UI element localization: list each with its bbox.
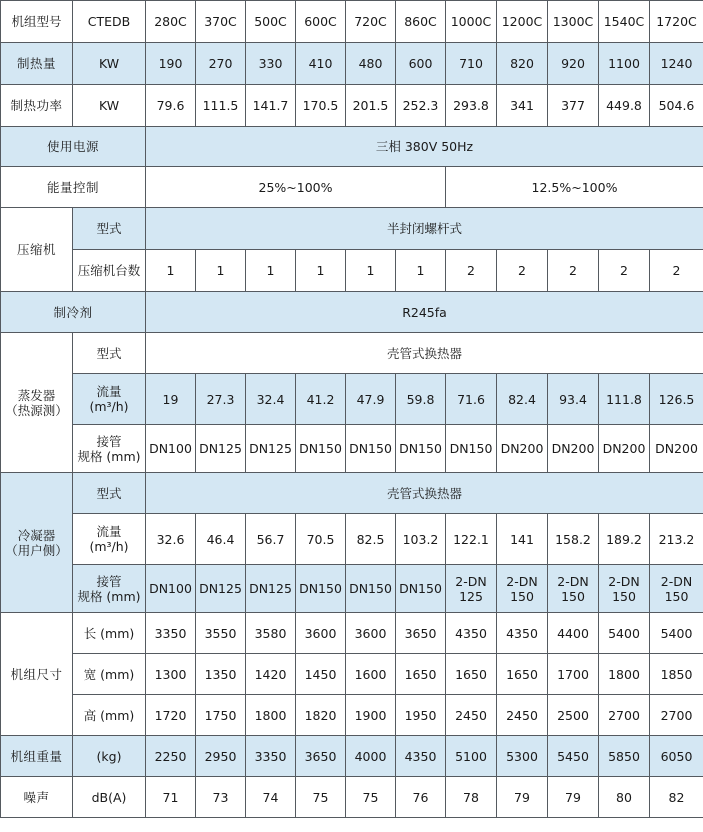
capacity-control-row [1,167,703,208]
evaporator-flow-value: 32.4 [246,374,296,425]
condenser-label [1,473,73,613]
weight-value: 2250 [146,736,196,777]
condenser-pipe-value [296,565,346,613]
condenser-pipe-value-line: 2-DN [608,573,640,589]
condenser-flow-value: 46.4 [196,514,246,565]
weight-value: 2950 [196,736,246,777]
condenser-pipe-value [196,565,246,613]
evaporator-flow-value: 59.8 [396,374,446,425]
condenser-label-line: 冷凝器 [17,527,56,543]
heating-capacity-row [1,43,703,85]
width-value: 1420 [246,654,296,695]
weight-value: 5450 [548,736,599,777]
evaporator-flow-row [1,374,703,425]
condenser-flow-label-line: 流量 [96,524,122,539]
model-name: 280C [146,1,196,43]
evaporator-pipe-value: DN200 [599,425,650,473]
noise-value: 79 [497,777,548,818]
width-value: 1650 [446,654,497,695]
weight-value: 3650 [296,736,346,777]
evaporator-flow-value: 41.2 [296,374,346,425]
evaporator-flow-value: 111.8 [599,374,650,425]
capacity-control-value-a: 25%~100% [146,167,446,208]
condenser-pipe-value-line: DN100 [149,581,192,596]
width-value: 1850 [650,654,703,695]
condenser-pipe-value [446,565,497,613]
evaporator-flow-label-line: (m³/h) [89,399,129,414]
condenser-pipe-row [1,565,703,613]
evaporator-pipe-value: DN125 [196,425,246,473]
evaporator-label [1,333,73,473]
condenser-pipe-value [396,565,446,613]
heating-power-value: 201.5 [346,85,396,127]
evaporator-pipe-value: DN200 [650,425,703,473]
condenser-flow-value: 122.1 [446,514,497,565]
condenser-type-value: 壳管式换热器 [146,473,703,514]
condenser-pipe-value [246,565,296,613]
refrigerant-value: R245fa [146,292,703,333]
condenser-pipe-value-line: 150 [561,588,585,604]
height-value: 2450 [446,695,497,736]
noise-value: 80 [599,777,650,818]
condenser-pipe-label [73,565,146,613]
power-supply-label: 使用电源 [1,127,146,167]
dimension-width-row [1,654,703,695]
compressor-type-label: 型式 [73,208,146,250]
compressor-count-value: 1 [146,250,196,292]
weight-value: 5100 [446,736,497,777]
compressor-count-value: 2 [548,250,599,292]
heating-power-value: 449.8 [599,85,650,127]
compressor-type-row [1,208,703,250]
evaporator-pipe-value: DN150 [346,425,396,473]
compressor-count-value: 2 [497,250,548,292]
heating-power-label: 制热功率 [1,85,73,127]
compressor-count-value: 2 [599,250,650,292]
heating-power-value: 79.6 [146,85,196,127]
noise-value: 76 [396,777,446,818]
condenser-pipe-value-line: 2-DN [506,573,538,589]
evaporator-type-row [1,333,703,374]
height-value: 1820 [296,695,346,736]
refrigerant-label: 制冷剂 [1,292,146,333]
compressor-count-label: 压缩机台数 [73,250,146,292]
condenser-flow-row [1,514,703,565]
evaporator-flow-label-line: 流量 [96,384,122,399]
weight-value: 4350 [396,736,446,777]
condenser-flow-value: 70.5 [296,514,346,565]
refrigerant-row [1,292,703,333]
model-name: 370C [196,1,246,43]
weight-value: 6050 [650,736,703,777]
power-supply-value: 三相 380V 50Hz [146,127,703,167]
width-label: 宽 (mm) [73,654,146,695]
condenser-pipe-value-line: DN150 [349,581,392,596]
compressor-count-row [1,250,703,292]
weight-unit: (kg) [73,736,146,777]
dimension-height-row [1,695,703,736]
noise-value: 75 [296,777,346,818]
dimensions-label: 机组尺寸 [1,613,73,736]
condenser-flow-label [73,514,146,565]
evaporator-label-line: 蒸发器 [17,387,56,403]
length-value: 3350 [146,613,196,654]
model-name: 1300C [548,1,599,43]
noise-unit: dB(A) [73,777,146,818]
condenser-label-line: （用户侧） [5,542,68,558]
header-unit: CTEDB [73,1,146,43]
power-supply-row [1,127,703,167]
model-name: 1000C [446,1,497,43]
condenser-pipe-value [346,565,396,613]
heating-capacity-value: 270 [196,43,246,85]
weight-row [1,736,703,777]
capacity-control-label: 能量控制 [1,167,146,208]
evaporator-pipe-value: DN100 [146,425,196,473]
evaporator-pipe-value: DN200 [497,425,548,473]
condenser-pipe-value [650,565,703,613]
compressor-count-value: 1 [346,250,396,292]
condenser-pipe-value-line: DN150 [399,581,442,596]
header-row [1,1,703,43]
length-value: 5400 [599,613,650,654]
heating-capacity-value: 710 [446,43,497,85]
model-name: 600C [296,1,346,43]
length-value: 4400 [548,613,599,654]
weight-value: 5300 [497,736,548,777]
height-value: 2500 [548,695,599,736]
width-value: 1450 [296,654,346,695]
height-value: 2700 [599,695,650,736]
condenser-flow-value: 103.2 [396,514,446,565]
height-value: 2700 [650,695,703,736]
length-value: 5400 [650,613,703,654]
heating-capacity-unit: KW [73,43,146,85]
condenser-pipe-value-line: DN125 [199,581,242,596]
evaporator-pipe-value: DN125 [246,425,296,473]
condenser-pipe-value-line: DN125 [249,581,292,596]
evaporator-pipe-value: DN150 [396,425,446,473]
height-value: 1950 [396,695,446,736]
compressor-type-value: 半封闭螺杆式 [146,208,703,250]
length-value: 4350 [446,613,497,654]
heating-capacity-value: 480 [346,43,396,85]
evaporator-flow-value: 27.3 [196,374,246,425]
compressor-count-value: 2 [446,250,497,292]
condenser-pipe-label-line: 规格 (mm) [77,588,141,604]
heating-power-value: 252.3 [396,85,446,127]
capacity-control-value-b: 12.5%~100% [446,167,703,208]
evaporator-flow-value: 82.4 [497,374,548,425]
condenser-pipe-value-line: 2-DN [660,573,693,589]
condenser-pipe-value-line: 150 [664,588,689,604]
model-name: 720C [346,1,396,43]
heating-power-value: 341 [497,85,548,127]
length-label: 长 (mm) [73,613,146,654]
height-value: 2450 [497,695,548,736]
heating-capacity-value: 920 [548,43,599,85]
noise-value: 82 [650,777,703,818]
heating-capacity-value: 1240 [650,43,703,85]
height-value: 1900 [346,695,396,736]
heating-power-value: 170.5 [296,85,346,127]
compressor-count-value: 2 [650,250,703,292]
heating-power-row [1,85,703,127]
height-value: 1720 [146,695,196,736]
compressor-count-value: 1 [296,250,346,292]
condenser-pipe-value-line: DN150 [299,581,342,596]
header-label: 机组型号 [1,1,73,43]
evaporator-pipe-row [1,425,703,473]
heating-capacity-value: 820 [497,43,548,85]
model-name: 1200C [497,1,548,43]
condenser-flow-value: 82.5 [346,514,396,565]
model-name: 1540C [599,1,650,43]
weight-value: 5850 [599,736,650,777]
length-value: 4350 [497,613,548,654]
evaporator-flow-value: 47.9 [346,374,396,425]
evaporator-flow-value: 93.4 [548,374,599,425]
noise-value: 73 [196,777,246,818]
height-value: 1750 [196,695,246,736]
heating-power-value: 111.5 [196,85,246,127]
length-value: 3580 [246,613,296,654]
heating-power-value: 141.7 [246,85,296,127]
condenser-flow-value: 213.2 [650,514,703,565]
evaporator-pipe-value: DN200 [548,425,599,473]
condenser-type-label: 型式 [73,473,146,514]
condenser-flow-value: 189.2 [599,514,650,565]
model-name: 1720C [650,1,703,43]
height-label: 高 (mm) [73,695,146,736]
compressor-count-value: 1 [196,250,246,292]
weight-value: 3350 [246,736,296,777]
evaporator-flow-label [73,374,146,425]
condenser-flow-value: 32.6 [146,514,196,565]
heating-capacity-value: 410 [296,43,346,85]
noise-value: 78 [446,777,497,818]
evaporator-pipe-label [73,425,146,473]
condenser-flow-value: 141 [497,514,548,565]
heating-capacity-value: 1100 [599,43,650,85]
condenser-flow-value: 158.2 [548,514,599,565]
condenser-pipe-value [146,565,196,613]
heating-power-value: 504.6 [650,85,703,127]
condenser-pipe-label-line: 接管 [96,573,122,589]
condenser-pipe-value [548,565,599,613]
condenser-pipe-value [497,565,548,613]
length-value: 3600 [346,613,396,654]
noise-value: 74 [246,777,296,818]
noise-label: 噪声 [1,777,73,818]
compressor-count-value: 1 [246,250,296,292]
condenser-pipe-value-line: 2-DN [557,573,589,589]
heating-capacity-label: 制热量 [1,43,73,85]
condenser-pipe-value-line: 125 [459,588,483,604]
length-value: 3650 [396,613,446,654]
condenser-pipe-value-line: 2-DN [455,573,487,589]
evaporator-label-line: （热源测） [5,402,68,418]
noise-value: 71 [146,777,196,818]
noise-value: 75 [346,777,396,818]
evaporator-pipe-value: DN150 [296,425,346,473]
evaporator-type-label: 型式 [73,333,146,374]
evaporator-flow-value: 126.5 [650,374,703,425]
evaporator-pipe-label-line: 规格 (mm) [77,448,141,464]
heating-capacity-value: 600 [396,43,446,85]
dimension-length-row [1,613,703,654]
heating-capacity-value: 190 [146,43,196,85]
noise-value: 79 [548,777,599,818]
condenser-type-row [1,473,703,514]
heating-power-value: 293.8 [446,85,497,127]
condenser-flow-value: 56.7 [246,514,296,565]
width-value: 1600 [346,654,396,695]
compressor-label: 压缩机 [1,208,73,292]
condenser-pipe-value [599,565,650,613]
condenser-pipe-value-line: 150 [510,588,534,604]
noise-row [1,777,703,818]
heating-power-unit: KW [73,85,146,127]
width-value: 1300 [146,654,196,695]
evaporator-flow-value: 19 [146,374,196,425]
width-value: 1650 [396,654,446,695]
weight-label: 机组重量 [1,736,73,777]
evaporator-flow-value: 71.6 [446,374,497,425]
evaporator-pipe-value: DN150 [446,425,497,473]
evaporator-pipe-label-line: 接管 [96,433,122,449]
width-value: 1650 [497,654,548,695]
width-value: 1350 [196,654,246,695]
length-value: 3600 [296,613,346,654]
width-value: 1700 [548,654,599,695]
model-name: 860C [396,1,446,43]
heating-capacity-value: 330 [246,43,296,85]
evaporator-type-value: 壳管式换热器 [146,333,703,374]
heating-power-value: 377 [548,85,599,127]
length-value: 3550 [196,613,246,654]
width-value: 1800 [599,654,650,695]
weight-value: 4000 [346,736,396,777]
model-name: 500C [246,1,296,43]
condenser-pipe-value-line: 150 [612,588,636,604]
height-value: 1800 [246,695,296,736]
condenser-flow-label-line: (m³/h) [89,539,129,554]
compressor-count-value: 1 [396,250,446,292]
